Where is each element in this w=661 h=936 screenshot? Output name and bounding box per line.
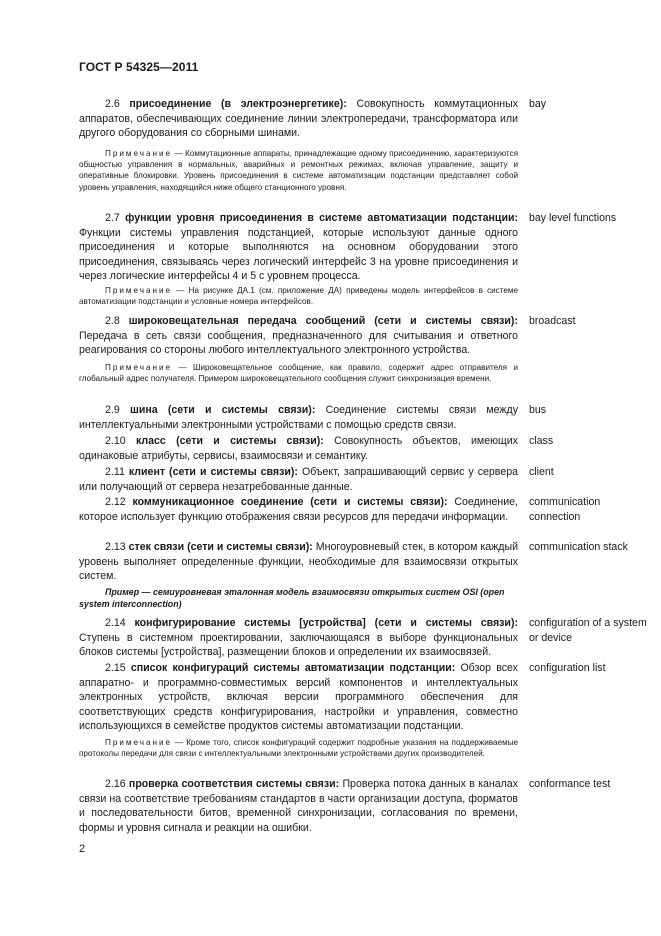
term-title: список конфигураций системы автоматизации подстанции:: [130, 662, 456, 674]
note-2-7: Примечание — На рисунке ДА.1 (см. приложение ДА) приведены модель интерфейсов в системе автоматизации подстанции и условные номера интерфейсов.: [79, 286, 518, 307]
entry-number: 2.7: [105, 212, 120, 224]
note-2-15: Примечание — Кроме того, список конфигураций содержит подробные указания на поддерживаемые протоколы передачи для связи с интеллектуальными электронными устройствами других производителей.: [79, 738, 518, 759]
term-definition: Проверка потока данных в каналах связи на соответствие требованиям стандартов в части организации доступа, форматов и последовательности битов, временной синхронизации, согласования по времени, формы и уровня сигнала и реакции на ошибки.: [79, 778, 518, 834]
english-equivalent: bay level functions: [529, 212, 617, 224]
term-entry-2-15: [79, 661, 518, 734]
term-definition: Функции системы управления подстанцией, которые используют данные одного присоединения и которые выполняются на основном оборудовании этого присоединения, связываясь через логический интерфейс 3 на уровне присоединения и через логические интерфейсы 4 и 5 с уровнем процесса.: [79, 226, 518, 283]
note-label: Примечание: [105, 149, 173, 158]
term-title: клиент (сети и системы связи):: [128, 466, 298, 478]
term-entry-2-14: [79, 616, 518, 660]
entry-number: 2.16: [105, 778, 126, 790]
term-definition: Обзор всех аппаратно- и программно-совместимых версий компонентов и интеллектуальных электронных устройств, включая версии программного обеспечения для соответствующих средств конфигурирования, настройки и управления, совместно использующихся в семействе продуктов системы автоматизации подстанции.: [79, 662, 518, 733]
note-label: Примечание: [105, 738, 173, 747]
term-title: коммуникационное соединение (сети и системы связи):: [132, 496, 448, 508]
term-definition: Передача в сеть связи сообщения, предназначенного для считывания и ответного реагирования со стороны любого интеллектуального электронного устройства.: [79, 329, 518, 357]
english-equivalent: client: [529, 466, 554, 478]
term-entry-2-12: [79, 495, 518, 524]
term-definition: Совокупность коммутационных аппаратов, обеспечивающих соединение линии электропередачи, трансформатора или другого оборудования со сборными шинами.: [79, 98, 518, 140]
note-text: Широковещательное сообщение, как правило, содержит адрес отправителя и глобальный адрес получателя. Примером широковещательного сообщения служит синхронизация времени.: [79, 363, 519, 384]
term-title: шина (сети и системы связи):: [129, 404, 316, 416]
term-entry-2-8: [79, 314, 518, 358]
term-definition: Соединение, которое использует функцию отображения связи ресурсов для передачи информации.: [79, 496, 518, 523]
document-header: ГОСТ Р 54325—2011: [79, 60, 199, 74]
term-title: присоединение (в электроэнергетике):: [129, 98, 347, 110]
note-text: На рисунке ДА.1 (см. приложение ДА) приведены модель интерфейсов в системе автоматизации подстанции и условные номера интерфейсов.: [79, 286, 518, 307]
note-2-6: Примечание — Коммутационные аппараты, принадлежащие одному присоединению, характеризуются общностью управления в нормальных, аварийных и ремонтных режимах, включая управление, защиту и оперативные блокировки. Уровень присоединения в системе автоматизации подстанции представляет собой уровень управления, находящийся ниже общего станционного уровня.: [79, 149, 518, 192]
term-definition: Объект, запрашивающий сервис у сервера или получающий от сервера незатребованные данные.: [79, 466, 518, 493]
term-definition: Многоуровневый стек, в котором каждый уровень выполняет определенные функции, необходимые для взаимосвязи открытых систем.: [79, 541, 518, 583]
entry-number: 2.6: [105, 98, 120, 110]
term-title: широковещательная передача сообщений (сети и системы связи):: [128, 315, 518, 327]
english-equivalent: bus: [529, 404, 547, 416]
term-definition: Совокупность объектов, имеющих одинаковые атрибуты, сервисы, взаимосвязи и семантику.: [79, 435, 518, 462]
term-title: стек связи (сети и системы связи):: [128, 541, 313, 553]
term-title: конфигурирование системы [устройства] (сети и системы связи):: [134, 617, 518, 629]
term-entry-2-16: [79, 777, 518, 835]
entry-number: 2.11: [105, 466, 125, 478]
note-label: Примечание: [105, 286, 173, 295]
note-text: Коммутационные аппараты, принадлежащие одному присоединению, характеризуются общностью управления в нормальных, аварийных и ремонтных режимах, включая управление, защиту и оперативные блокировки. Уровень присоединения в системе автоматизации подстанции представляет собой уровень управления, находящийся ниже общего станционного уровня.: [79, 149, 518, 192]
entry-number: 2.10: [105, 435, 126, 447]
term-title: функции уровня присоединения в системе автоматизации подстанции:: [125, 212, 518, 224]
note-label: Примечание: [105, 363, 173, 372]
term-entry-2-7: [79, 211, 518, 284]
term-entry-2-9: [79, 403, 518, 432]
entry-number: 2.12: [105, 496, 126, 508]
entry-number: 2.9: [105, 404, 120, 416]
entry-number: 2.8: [105, 315, 120, 327]
term-definition: Ступень в системном проектировании, заключающаяся в выборе функциональных блоков системы [устройства], размещении блоков и определении их взаимосвязей.: [79, 631, 518, 659]
english-equivalent: bay: [529, 98, 547, 110]
english-equivalent: configuration of a system or device: [529, 617, 647, 644]
page-number: 2: [79, 843, 86, 855]
term-entry-2-10: [79, 434, 518, 463]
entry-number: 2.14: [105, 617, 126, 629]
term-entry-2-6: [79, 97, 518, 141]
english-equivalent: communication stack: [529, 541, 628, 553]
note-2-8: Примечание — Широковещательное сообщение, как правило, содержит адрес отправителя и глобальный адрес получателя. Примером широковещательного сообщения служит синхронизация времени.: [79, 363, 519, 384]
term-entry-2-11: [79, 465, 518, 494]
english-equivalent: communication connection: [529, 496, 601, 523]
example-2-13: [79, 586, 518, 611]
english-equivalent: broadcast: [529, 315, 576, 327]
term-title: класс (сети и системы связи):: [135, 435, 324, 447]
english-equivalent: conformance test: [529, 778, 611, 790]
entry-number: 2.15: [105, 662, 126, 674]
term-title: проверка соответствия системы связи:: [128, 778, 340, 790]
note-text: Кроме того, список конфигураций содержит подробные указания на поддерживаемые протоколы передачи для связи с интеллектуальными электронными устройствами других производителей.: [79, 738, 518, 759]
entry-number: 2.13: [105, 541, 126, 553]
term-definition: Соединение системы связи между интеллектуальными электронными устройствами с помощью средств связи.: [79, 404, 518, 431]
english-equivalent: configuration list: [529, 662, 606, 674]
example-text: Пример — семиуровневая эталонная модель взаимосвязи открытых систем OSI (open system interconnection): [79, 587, 505, 610]
english-equivalent: class: [529, 435, 554, 447]
term-entry-2-13: [79, 540, 518, 584]
